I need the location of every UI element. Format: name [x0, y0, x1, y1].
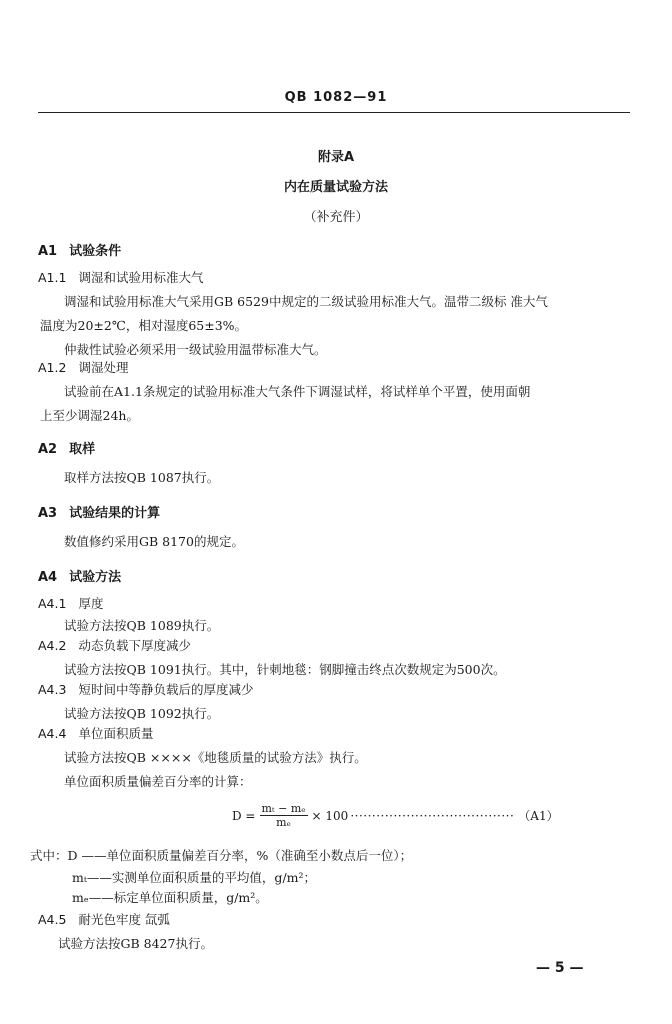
appendix-title: 内在质量试验方法 — [283, 180, 388, 195]
section-title: 试验方法 — [69, 570, 122, 585]
paragraph-line: 试验方法按QB ××××《地毯质量的试验方法》执行。 — [64, 750, 367, 765]
formula-leader-dots: ······································ — [350, 808, 515, 823]
section-title: 试验结果的计算 — [69, 506, 161, 521]
paragraph-line: 试验方法按QB 1089执行。 — [64, 618, 220, 633]
header-rule — [38, 112, 630, 113]
formula-legend-line3: mₑ——标定单位面积质量，g/m²。 — [72, 890, 268, 905]
paragraph-line: 取样方法按QB 1087执行。 — [64, 470, 220, 485]
paragraph-line: 单位面积质量偏差百分率的计算： — [64, 774, 252, 789]
section-a4-1-heading — [38, 594, 103, 612]
legend-text: D ——单位面积质量偏差百分率，%（准确至小数点后一位）； — [67, 848, 413, 863]
formula-legend-line2: mₜ——实测单位面积质量的平均值，g/m²； — [72, 870, 317, 885]
section-a4-heading — [38, 566, 121, 585]
section-number: A1 — [38, 244, 58, 259]
section-number: A1.2 — [38, 360, 67, 375]
section-a4-4-heading — [38, 724, 153, 742]
paragraph-line: 数值修约采用GB 8170的规定。 — [64, 534, 244, 549]
section-a1-1-heading — [38, 268, 203, 286]
paragraph-line: 试验方法按QB 1091执行。其中，针刺地毯：钢脚撞击终点次数规定为500次。 — [64, 662, 506, 677]
section-number: A4 — [38, 570, 58, 585]
formula-a1 — [232, 802, 559, 829]
formula-fraction — [260, 802, 308, 829]
paragraph-line: 仲裁性试验必须采用一级试验用温带标准大气。 — [64, 342, 327, 357]
section-a1-2-heading — [38, 358, 128, 376]
section-a2-heading — [38, 438, 95, 457]
section-number: A4.4 — [38, 726, 67, 741]
formula-denominator: mₑ — [276, 816, 291, 829]
section-number: A2 — [38, 442, 58, 457]
section-title: 调湿处理 — [78, 360, 129, 375]
paragraph-line: 上至少调湿24h。 — [40, 408, 139, 423]
formula-lhs: D = — [232, 808, 256, 823]
section-title: 厚度 — [78, 596, 104, 611]
section-a4-3-heading — [38, 680, 253, 698]
section-a4-2-heading — [38, 636, 191, 654]
section-number: A4.1 — [38, 596, 67, 611]
section-title: 短时间中等静负载后的厚度减少 — [78, 682, 254, 697]
section-number: A4.5 — [38, 912, 67, 927]
paragraph-line: 试验方法按GB 8427执行。 — [58, 936, 213, 951]
section-a4-5-heading — [38, 910, 170, 928]
paragraph-line: 试验前在A1.1条规定的试验用标准大气条件下调湿试样，将试样单个平置，使用面朝 — [64, 384, 531, 399]
formula-number: （A1） — [518, 809, 559, 823]
section-title: 取样 — [69, 442, 96, 457]
section-title: 耐光色牢度 氙弧 — [78, 912, 170, 927]
section-number: A4.2 — [38, 638, 67, 653]
paragraph-line: 调湿和试验用标准大气采用GB 6529中规定的二级试验用标准大气。温带二级标 准大气 — [64, 294, 548, 309]
paragraph-line: 温度为20±2℃，相对湿度65±3%。 — [40, 318, 248, 333]
section-number: A1.1 — [38, 270, 67, 285]
paragraph-line: 试验方法按QB 1092执行。 — [64, 706, 220, 721]
page-number: — 5 — — [536, 960, 584, 976]
legend-lead: 式中： — [30, 848, 68, 863]
section-number: A3 — [38, 506, 58, 521]
appendix-label: 附录A — [317, 150, 355, 165]
section-title: 调湿和试验用标准大气 — [78, 270, 204, 285]
section-a1-heading — [38, 240, 121, 259]
formula-numerator: mₜ − mₑ — [261, 802, 306, 815]
section-number: A4.3 — [38, 682, 67, 697]
formula-rhs: × 100 — [311, 808, 349, 823]
section-title: 试验条件 — [69, 244, 122, 259]
section-title: 单位面积质量 — [78, 726, 154, 741]
appendix-note: （补充件） — [303, 210, 369, 225]
standard-code-header: QB 1082—91 — [284, 90, 388, 105]
section-a3-heading — [38, 502, 160, 521]
formula-legend-line1 — [30, 846, 412, 864]
section-title: 动态负载下厚度减少 — [78, 638, 191, 653]
